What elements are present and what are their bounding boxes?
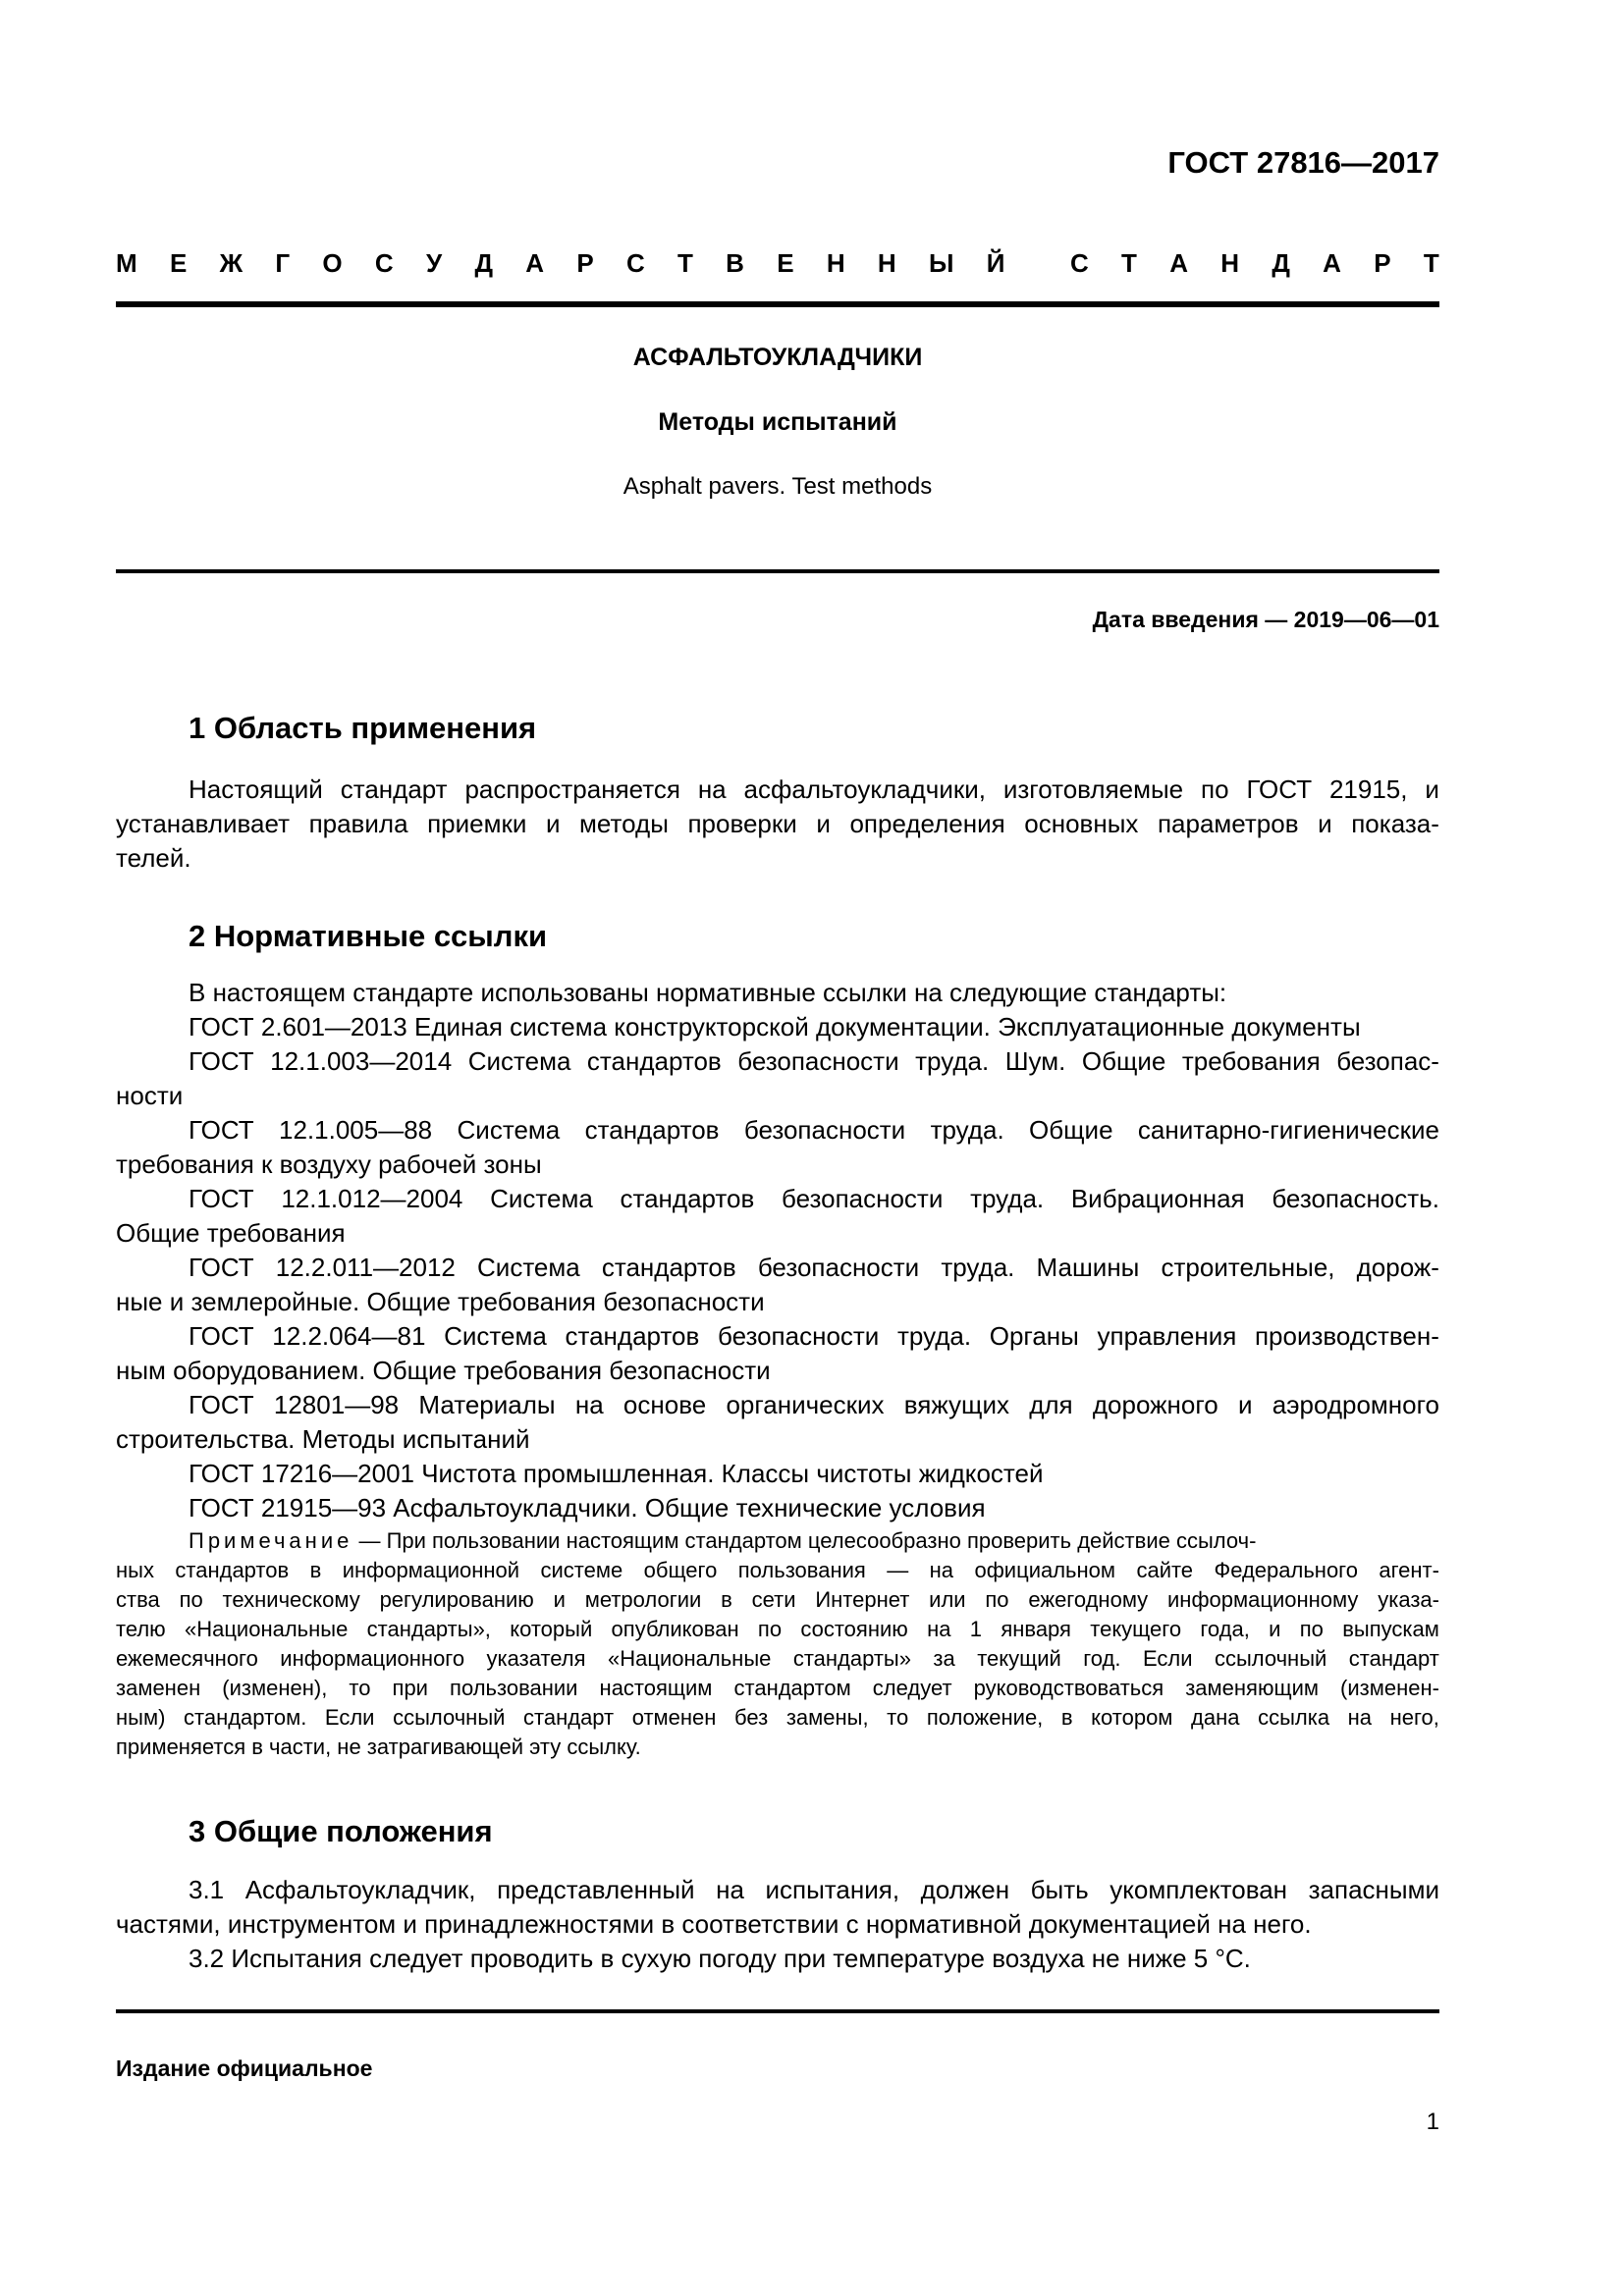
banner-letter: Д: [474, 248, 493, 278]
reference-line: ным оборудованием. Общие требования безопасности: [116, 1356, 771, 1385]
reference-line: требования к воздуху рабочей зоны: [116, 1149, 542, 1179]
banner-letter: С: [1069, 248, 1089, 278]
banner-letter: С: [374, 248, 394, 278]
reference-line: ГОСТ 12.2.064—81 Система стандартов безопасности труда. Органы управления производствен-: [189, 1321, 1439, 1351]
banner-letter: О: [322, 248, 343, 278]
banner-letter: Р: [1374, 248, 1391, 278]
banner-letter: Т: [1121, 248, 1137, 278]
banner-letter: С: [625, 248, 645, 278]
reference-line: строительства. Методы испытаний: [116, 1424, 530, 1454]
banner-letter: Т: [677, 248, 693, 278]
note-line: заменен (изменен), то при пользовании настоящим стандартом следует руководствоваться заменяющим (изменен-: [116, 1676, 1439, 1700]
banner-letter: М: [116, 248, 137, 278]
banner-letter: Ы: [928, 248, 954, 278]
note-line: ежемесячного информационного указателя «Национальные стандарты» за текущий год. Если ссылочный стандарт: [116, 1646, 1439, 1671]
banner-letter: А: [1169, 248, 1188, 278]
english-title: Asphalt pavers. Test methods: [623, 473, 933, 500]
note-line: [116, 1526, 1439, 1556]
note-line: ным) стандартом. Если ссылочный стандарт отменен без замены, то положение, в котором дана ссылка на него,: [116, 1705, 1439, 1730]
document-subtitle: Методы испытаний: [658, 408, 897, 436]
banner-letter: Н: [1220, 248, 1240, 278]
text-line: В настоящем стандарте использованы нормативные ссылки на следующие стандарты:: [189, 978, 1227, 1007]
note-line: ных стандартов в информационной системе общего пользования — на официальном сайте Федерального агент-: [116, 1558, 1439, 1582]
section-2-references: [116, 976, 1439, 1525]
reference-line: ГОСТ 12.1.003—2014 Система стандартов безопасности труда. Шум. Общие требования безопас-: [189, 1046, 1439, 1076]
section-2-heading: 2 Нормативные ссылки: [189, 919, 548, 953]
text-line: 3.2 Испытания следует проводить в сухую погоду при температуре воздуха не ниже 5 °С.: [189, 1944, 1251, 1973]
header-divider: [116, 301, 1439, 307]
footer-divider: [116, 2009, 1439, 2013]
section-1-heading: 1 Область применения: [189, 711, 537, 745]
reference-line: ности: [116, 1081, 184, 1110]
section-3-text: [116, 1873, 1439, 1976]
page-number: 1: [1426, 2109, 1439, 2135]
banner-letter: В: [726, 248, 744, 278]
banner-letter: Е: [777, 248, 794, 278]
text-line: Настоящий стандарт распространяется на асфальтоукладчики, изготовляемые по ГОСТ 21915, и: [189, 774, 1439, 804]
banner-letter: Н: [877, 248, 896, 278]
banner-letter: Р: [576, 248, 594, 278]
gost-code: ГОСТ 27816—2017: [1167, 145, 1439, 180]
document-title: АСФАЛЬТОУКЛАДЧИКИ: [632, 344, 923, 371]
note-line: телю «Национальные стандарты», который опубликован по состоянию на 1 января текущего года, и по выпускам: [116, 1617, 1439, 1641]
banner-letter: А: [1323, 248, 1341, 278]
reference-line: ГОСТ 2.601—2013 Единая система конструкторской документации. Эксплуатационные документы: [189, 1012, 1361, 1041]
official-edition-label: Издание официальное: [116, 2056, 373, 2081]
banner-letter: А: [525, 248, 545, 278]
text-line: 3.1 Асфальтоукладчик, представленный на испытания, должен быть укомплектован запасными: [189, 1875, 1439, 1904]
note-text: — При пользовании настоящим стандартом целесообразно проверить действие ссылоч-: [352, 1528, 1257, 1553]
reference-line: ГОСТ 21915—93 Асфальтоукладчики. Общие технические условия: [189, 1493, 986, 1522]
section-1-text: [116, 773, 1439, 876]
note-block: [116, 1526, 1439, 1762]
introduction-date: Дата введения — 2019—06—01: [1092, 607, 1439, 632]
banner-letter: У: [425, 248, 443, 278]
banner-letter: Г: [275, 248, 291, 278]
banner-letter: Н: [826, 248, 845, 278]
interstate-standard-banner: [116, 248, 1439, 279]
reference-line: ГОСТ 12801—98 Материалы на основе органических вяжущих для дорожного и аэродромного: [189, 1390, 1439, 1419]
banner-letter: Д: [1272, 248, 1290, 278]
reference-line: ные и землеройные. Общие требования безопасности: [116, 1287, 765, 1316]
note-line: применяется в части, не затрагивающей эту ссылку.: [116, 1735, 641, 1759]
text-line: устанавливает правила приемки и методы проверки и определения основных параметров и показа-: [116, 809, 1439, 838]
reference-line: ГОСТ 12.1.005—88 Система стандартов безопасности труда. Общие санитарно-гигиенические: [189, 1115, 1439, 1145]
note-line: ства по техническому регулированию и метрологии в сети Интернет или по ежегодному информационному указа-: [116, 1587, 1439, 1612]
text-line: частями, инструментом и принадлежностями в соответствии с нормативной документацией на него.: [116, 1909, 1312, 1939]
title-divider: [116, 569, 1439, 573]
banner-letter: Т: [1423, 248, 1439, 278]
section-3-heading: 3 Общие положения: [189, 1814, 493, 1848]
reference-line: ГОСТ 12.2.011—2012 Система стандартов безопасности труда. Машины строительные, дорож-: [189, 1253, 1439, 1282]
banner-letter: Й: [986, 248, 1005, 278]
reference-line: Общие требования: [116, 1218, 346, 1248]
reference-line: ГОСТ 12.1.012—2004 Система стандартов безопасности труда. Вибрационная безопасность.: [189, 1184, 1439, 1213]
reference-line: ГОСТ 17216—2001 Чистота промышленная. Классы чистоты жидкостей: [189, 1459, 1044, 1488]
banner-letter: Е: [169, 248, 188, 278]
text-line: телей.: [116, 843, 191, 873]
banner-letter: Ж: [219, 248, 244, 278]
note-label: Примечание: [189, 1528, 353, 1553]
